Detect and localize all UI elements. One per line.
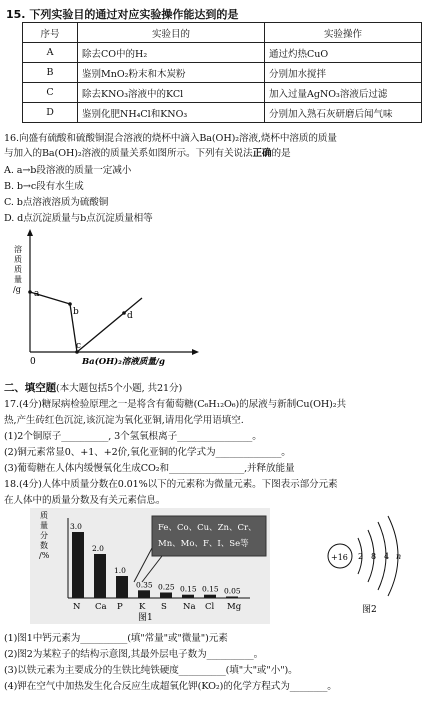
bar-value-label: 0.35 bbox=[136, 580, 153, 590]
bar-na bbox=[182, 595, 194, 598]
q18-q1: (1)图1中钙元素为__________(填"常量"或"微量")元素 bbox=[4, 633, 228, 644]
q17-line4: (2)铜元素常显0、+1、+2价,氧化亚铜的化学式为______________。 bbox=[4, 447, 291, 458]
table-cell: 通过灼热CuO bbox=[265, 43, 422, 63]
q16-line2-end: 的是 bbox=[271, 148, 291, 159]
y-label-char: 溶 bbox=[14, 245, 22, 254]
bar-s bbox=[160, 593, 172, 599]
table-row bbox=[23, 103, 422, 123]
point-d-label: d bbox=[127, 311, 133, 321]
bar-value-label: 0.15 bbox=[180, 584, 197, 594]
fig1-y-label-char: 量 bbox=[40, 521, 48, 530]
bar-mg bbox=[226, 597, 238, 599]
point-c-label: c bbox=[76, 341, 82, 351]
origin-label: 0 bbox=[30, 357, 36, 367]
section-title: 二、填空题 bbox=[4, 382, 56, 394]
nucleus-charge: +16 bbox=[331, 553, 348, 562]
y-label-char: 量 bbox=[14, 275, 22, 284]
bar-ca bbox=[94, 554, 106, 598]
point-a-dot bbox=[28, 290, 32, 294]
q16-graph bbox=[0, 226, 200, 371]
header-cell: 实验目的 bbox=[78, 23, 265, 43]
category-label: P bbox=[117, 602, 123, 612]
trace-element-line2: Mn、Mo、F、I、Se等 bbox=[158, 539, 249, 549]
q18-q4: (4)钾在空气中加热发生化合反应生成超氧化钾(KO₂)的化学方程式为________。 bbox=[4, 681, 337, 692]
fig2-caption: 图2 bbox=[362, 605, 377, 615]
q18-q3: (3)以铁元素为主要成分的生铁比纯铁硬度__________(填"大"或"小")。 bbox=[4, 665, 298, 676]
shell-count-2: 8 bbox=[371, 552, 377, 561]
point-a-label: a bbox=[34, 289, 40, 299]
bar-value-label: 3.0 bbox=[70, 522, 82, 531]
table-cell: A bbox=[23, 43, 78, 63]
table-header-row bbox=[23, 23, 422, 43]
fig1-bar-chart bbox=[30, 508, 270, 624]
x-label: Ba(OH)₂溶液质量/g bbox=[82, 357, 165, 367]
q16-line2-text: 与加入的Ba(OH)₂溶液的质量关系如图所示。下列有关说法 bbox=[4, 148, 253, 159]
table-cell: 除去CO中的H₂ bbox=[78, 43, 265, 63]
fig1-caption: 图1 bbox=[138, 613, 153, 623]
category-label: Cl bbox=[205, 602, 215, 612]
q18-line2: 在人体中的质量分数及有关元素信息。 bbox=[4, 495, 166, 506]
table-cell: D bbox=[23, 103, 78, 123]
y-label-char: /g bbox=[13, 285, 21, 294]
category-label: Na bbox=[183, 602, 196, 612]
header-cell: 序号 bbox=[23, 23, 78, 43]
section-heading bbox=[4, 380, 182, 395]
category-label: Ca bbox=[95, 602, 107, 612]
y-label-char: 质 bbox=[14, 255, 22, 264]
fig1-y-label-char: /% bbox=[39, 551, 50, 560]
bar-value-label: 0.15 bbox=[202, 584, 219, 594]
trace-element-box bbox=[152, 516, 266, 556]
table-cell: B bbox=[23, 63, 78, 83]
q16-line2 bbox=[4, 145, 291, 159]
mass-curve bbox=[30, 292, 142, 352]
q16-line1: 16.向盛有硫酸和硫酸铜混合溶液的烧杯中滴入Ba(OH)₂溶液,烧杯中溶质的质量 bbox=[4, 133, 337, 144]
point-b-dot bbox=[68, 302, 72, 306]
category-label: N bbox=[73, 602, 81, 612]
bar-value-label: 0.05 bbox=[224, 586, 241, 596]
fig1-y-label-char: 分 bbox=[40, 531, 48, 540]
table-cell: C bbox=[23, 83, 78, 103]
trace-element-line1: Fe、Co、Cu、Zn、Cr、 bbox=[158, 523, 257, 533]
q15-title: 15. 下列实验目的通过对应实验操作能达到的是 bbox=[6, 8, 239, 21]
shell-count-4: n bbox=[396, 552, 402, 561]
table-cell: 分别加水搅拌 bbox=[265, 63, 422, 83]
bar-k bbox=[138, 590, 150, 598]
table-cell: 鉴别化肥NH₄Cl和KNO₃ bbox=[78, 103, 265, 123]
point-b-label: b bbox=[73, 307, 79, 317]
category-label: S bbox=[161, 602, 167, 612]
bar-n bbox=[72, 532, 84, 598]
bar-value-label: 1.0 bbox=[114, 566, 126, 575]
q17-line2: 热,产生砖红色沉淀,该沉淀为氧化亚铜,请用化学用语填空. bbox=[4, 415, 244, 426]
fig1-y-label-char: 质 bbox=[40, 511, 48, 520]
q15-table bbox=[22, 22, 422, 123]
q17-line5: (3)葡萄糖在人体内缓慢氧化生成CO₂和________________,并释放能量 bbox=[4, 463, 295, 474]
header-cell: 实验操作 bbox=[265, 23, 422, 43]
q16-emphasis: 正确 bbox=[252, 148, 272, 159]
x-axis-arrow bbox=[192, 349, 199, 355]
q18-q2: (2)图2为某粒子的结构示意图,其最外层电子数为__________。 bbox=[4, 649, 264, 660]
shell-count-1: 2 bbox=[358, 552, 364, 561]
point-d-dot bbox=[122, 311, 126, 315]
y-label-char: 质 bbox=[14, 265, 22, 274]
bar-cl bbox=[204, 595, 216, 598]
category-label: K bbox=[139, 602, 146, 612]
q18-line1: 18.(4分)人体中质量分数在0.01%以下的元素称为微量元素。下图表示部分元素 bbox=[4, 479, 338, 490]
shell-count-3: 4 bbox=[384, 552, 390, 561]
fig1-y-label-char: 数 bbox=[40, 541, 48, 550]
q16-option-a: A. a→b段溶液的质量一定减小 bbox=[4, 165, 132, 176]
table-cell: 分别加入熟石灰研磨后闻气味 bbox=[265, 103, 422, 123]
fig2-atom-structure bbox=[300, 508, 420, 624]
table-row bbox=[23, 83, 422, 103]
q17-line3: (1)2个铜原子__________, 3个氢氧根离子________________。 bbox=[4, 431, 262, 442]
bar-value-label: 2.0 bbox=[92, 544, 104, 553]
q16-option-d: D. d点沉淀质量与b点沉淀质量相等 bbox=[4, 213, 153, 224]
bar-p bbox=[116, 576, 128, 598]
table-row bbox=[23, 63, 422, 83]
table-cell: 除去KNO₃溶液中的KCl bbox=[78, 83, 265, 103]
category-label: Mg bbox=[227, 602, 242, 612]
table-row bbox=[23, 43, 422, 63]
y-axis-arrow bbox=[27, 229, 33, 236]
q16-option-b: B. b→c段有水生成 bbox=[4, 181, 84, 192]
table-cell: 鉴别MnO₂粉末和木炭粉 bbox=[78, 63, 265, 83]
q16-option-c: C. b点溶液溶质为硫酸铜 bbox=[4, 197, 109, 208]
section-note: (本大题包括5个小题, 共21分) bbox=[56, 383, 183, 394]
bar-value-label: 0.25 bbox=[158, 582, 175, 592]
q17-line1: 17.(4分)糖尿病检验原理之一是将含有葡萄糖(C₆H₁₂O₆)的尿液与新制Cu(OH)₂共 bbox=[4, 399, 347, 410]
table-cell: 加入过量AgNO₃溶液后过滤 bbox=[265, 83, 422, 103]
